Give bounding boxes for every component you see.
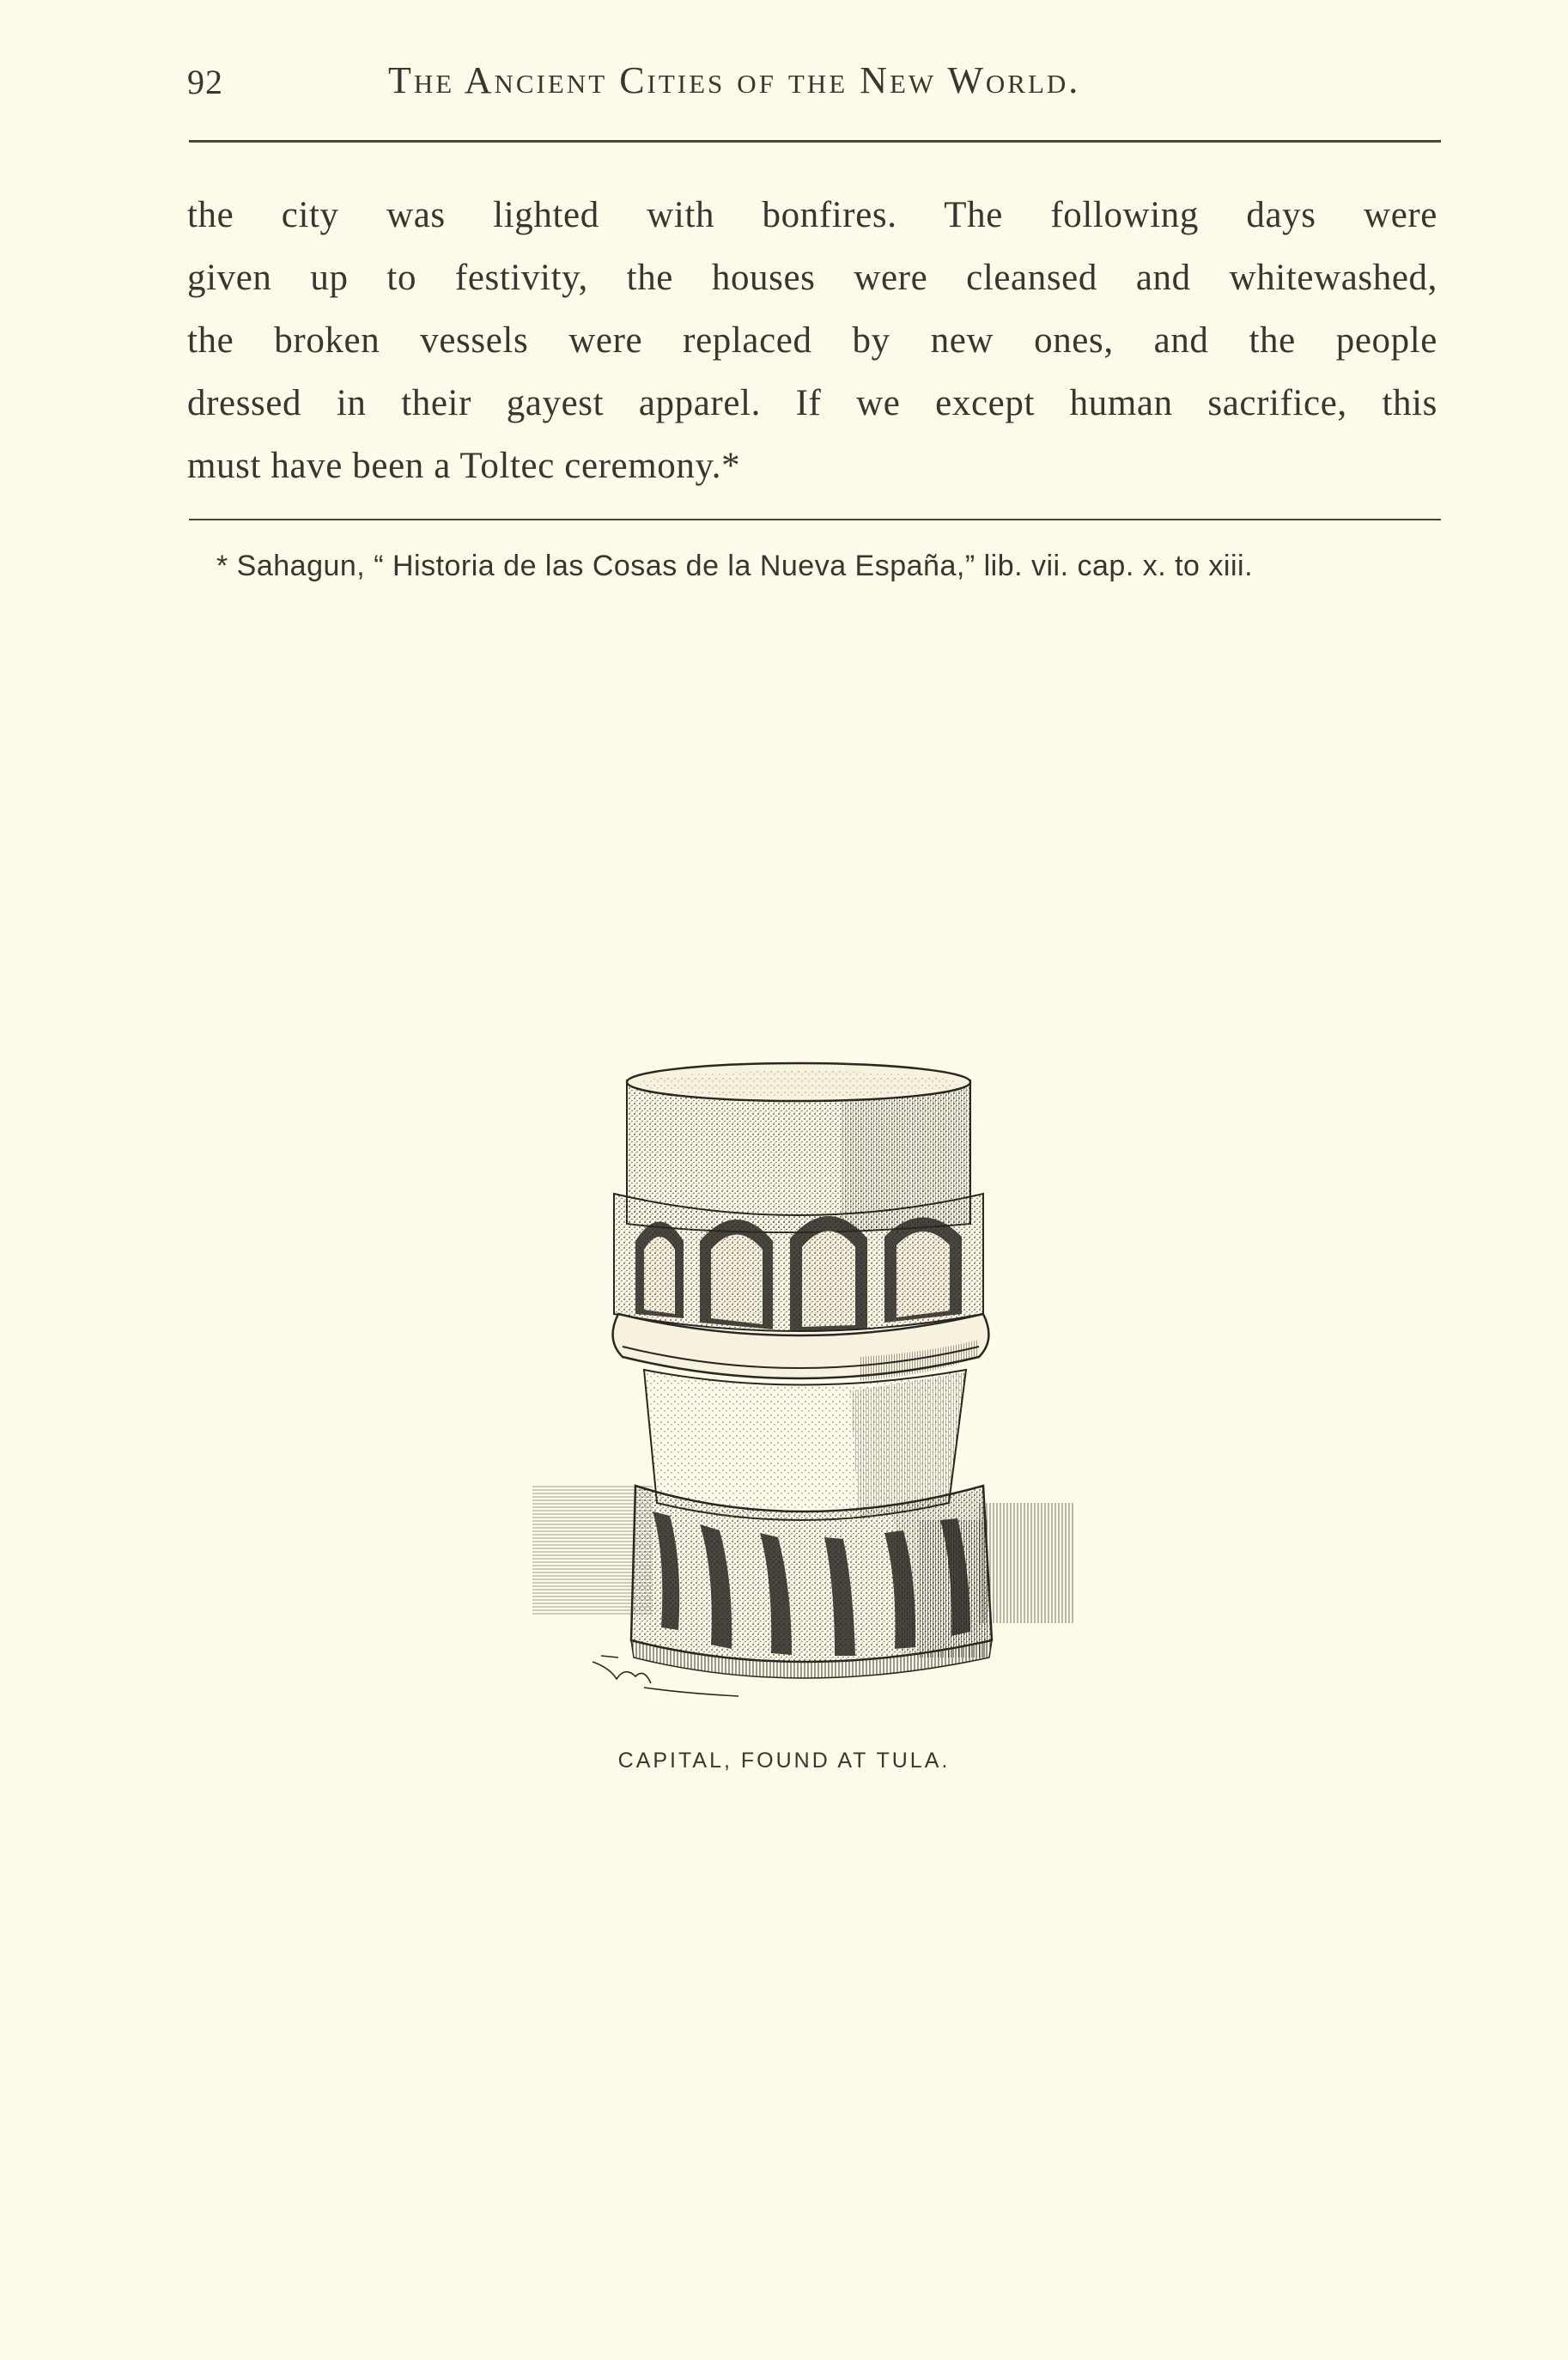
carved-column-capital-engraving — [515, 1056, 1099, 1726]
body-line: the broken vessels were replaced by new ones, and the people — [187, 320, 1437, 361]
page-number: 92 — [187, 63, 223, 101]
body-paragraph — [187, 184, 1437, 497]
body-line: must have been a Toltec ceremony.* — [187, 446, 741, 486]
body-line: given up to festivity, the houses were cleansed and whitewashed, — [187, 258, 1437, 298]
footnote: * Sahagun, “ Historia de las Cosas de la Nueva España,” lib. vii. cap. x. to xiii. — [216, 550, 1254, 582]
footnote-rule — [189, 519, 1441, 520]
running-head: The Ancient Cities of the New World. — [388, 59, 1081, 101]
header-rule — [189, 140, 1441, 143]
capital-illustration — [515, 1056, 1099, 1726]
body-line: the city was lighted with bonfires. The following days were — [187, 195, 1437, 235]
body-line: dressed in their gayest apparel. If we except human sacrifice, this — [187, 383, 1437, 423]
figure-caption: CAPITAL, FOUND AT TULA. — [617, 1749, 951, 1773]
